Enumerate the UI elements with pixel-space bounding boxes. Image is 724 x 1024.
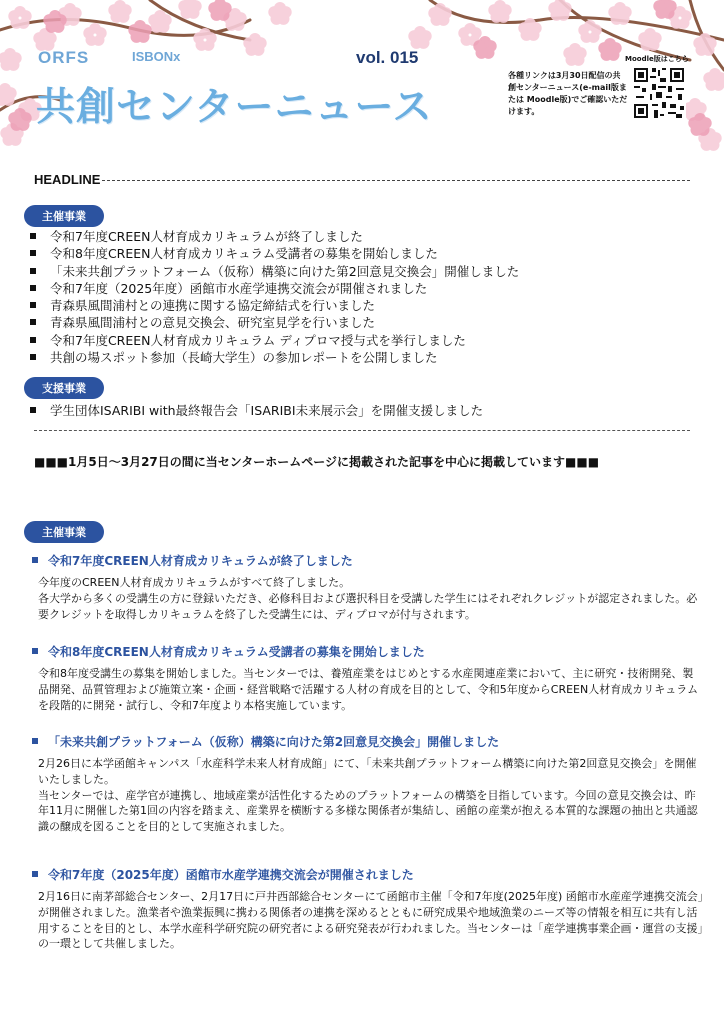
articles-pill: 主催事業	[24, 521, 104, 543]
headline-label: HEADLINE	[34, 172, 101, 187]
headline-item-text: 学生団体ISARIBI with最終報告会「ISARIBI未来展示会」を開催支援しました	[50, 403, 484, 418]
bullet-square-icon	[30, 319, 36, 325]
headline-item[interactable]	[30, 297, 519, 314]
headline-item[interactable]	[30, 314, 519, 331]
support-projects-pill: 支援事業	[24, 377, 104, 399]
article-title[interactable]: 「未来共創プラットフォーム（仮称）構築に向けた第2回意見交換会」開催しました	[32, 733, 704, 750]
section-divider	[34, 430, 690, 431]
headline-item-text: 令和7年度CREEN人材育成カリキュラム ディプロマ授与式を挙行しました	[50, 332, 466, 348]
headline-item[interactable]	[30, 245, 519, 262]
article-title[interactable]: 令和7年度（2025年度）函館市水産学連携交流会が開催されました	[32, 866, 704, 883]
newsletter-header	[0, 0, 724, 160]
bullet-square-icon	[30, 250, 36, 256]
bullet-square-icon	[30, 302, 36, 308]
headline-item-text: 青森県風間浦村との意見交換会、研究室見学を行いました	[50, 315, 376, 331]
links-note: 各種リンクは3月30日配信の共創センターニュース(e-mail版または Moodle版)でご確認いただけます。	[508, 71, 628, 116]
headline-item-text: 令和7年度CREEN人材育成カリキュラムが終了しました	[50, 229, 363, 244]
headline-item-text: 「未来共創プラットフォーム（仮称）構築に向けた第2回意見交換会」開催しました	[50, 263, 520, 279]
summary-line: ■■■1月5日～3月27日の間に当センターホームページに掲載された記事を中心に掲載しています■■■	[34, 455, 600, 469]
article-3	[32, 733, 704, 835]
newsletter-title: 共創センターニュース	[36, 85, 433, 130]
bullet-square-icon	[30, 337, 36, 343]
main-projects-pill: 主催事業	[24, 205, 104, 227]
article-body: 2月16日に南茅部総合センター、2月17日に戸井西部総合センターにて函館市主催「令和7年度(2025年度) 函館市水産産学連携交流会」が開催されました。漁業者や漁業振興に携わる関係者の連携を深めるとともに研究成果や地域漁業のニーズ等の情報を相互に共有し活用することを目的とし、本学水産科学研究院の研究者による研究発表が行われました。当センターは「産学連携事業企画・運営の支援」の一環として共催しました。	[38, 890, 704, 951]
headline-item-text: 令和7年度（2025年度）函館市水産学連携交流会が開催されました	[50, 280, 428, 296]
headline-divider	[102, 180, 690, 181]
bullet-square-icon	[30, 285, 36, 291]
main-projects-list	[30, 228, 519, 366]
headline-item-text: 共創の場スポット参加（長崎大学生）の参加レポートを公開しました	[50, 350, 438, 366]
headline-item-text: 青森県風間浦村との連携に関する協定締結式を行いました	[50, 298, 376, 314]
headline-item[interactable]	[30, 402, 483, 419]
rfs-logo: ORFS	[38, 48, 90, 67]
isbon-logo: ISBONx	[132, 49, 181, 64]
qr-label: Moodle版はこちら	[625, 55, 689, 63]
bullet-square-icon	[30, 354, 36, 360]
article-title[interactable]: 令和7年度CREEN人材育成カリキュラムが終了しました	[32, 552, 704, 569]
headline-item[interactable]	[30, 263, 519, 280]
headline-item[interactable]	[30, 349, 519, 366]
bullet-square-icon	[30, 407, 36, 413]
headline-item[interactable]	[30, 332, 519, 349]
headline-item[interactable]	[30, 228, 519, 245]
article-title[interactable]: 令和8年度CREEN人材育成カリキュラム受講者の募集を開始しました	[32, 643, 704, 660]
bullet-square-icon	[30, 268, 36, 274]
qr-code-icon[interactable]	[632, 66, 686, 120]
bullet-square-icon	[30, 233, 36, 239]
article-2	[32, 643, 704, 713]
article-4	[32, 866, 704, 952]
volume-number: vol. 015	[356, 48, 419, 67]
bullet-square-icon	[32, 738, 38, 744]
bullet-square-icon	[32, 871, 38, 877]
article-body: 2月26日に本学函館キャンパス「水産科学未来人材育成館」にて、「未来共創プラットフォーム構築に向けた第2回意見交換会」を開催いたしました。 当センターでは、産学官が連携し、地域産業が活性化するためのプラットフォームの構築を目指しています。今回の意見交換会は、昨年11月に開催した第1回の内容を踏まえ、産業界を横断する多様な関係者が集結し、函館の産業が抱える本質的な課題の抽出と共通認識の醸成を図ることを目的として実施されました。	[38, 757, 698, 834]
article-body: 今年度のCREEN人材育成カリキュラムがすべて終了しました。 各大学から多くの受講生の方に登録いただき、必修科目および選択科目を受講した学生にはそれぞれクレジットが認定されました。必要クレジットを取得しカリキュラムを終了した受講生には、ディプロマが付与されます。	[38, 576, 698, 621]
headline-row	[34, 172, 690, 187]
bullet-square-icon	[32, 648, 38, 654]
support-projects-list	[30, 402, 483, 419]
article-1	[32, 552, 704, 622]
article-body: 令和8年度受講生の募集を開始しました。当センターでは、養殖産業をはじめとする水産関連産業において、主に研究・技術開発、製品開発、品質管理および施策立案・企画・経営戦略で活躍する人材の育成を目的として、令和5年度からCREEN人材育成カリキュラムを段階的に開発・試行し、令和7年度より本格実施しています。	[38, 667, 699, 712]
headline-item[interactable]	[30, 280, 519, 297]
bullet-square-icon	[32, 557, 38, 563]
headline-item-text: 令和8年度CREEN人材育成カリキュラム受講者の募集を開始しました	[50, 246, 438, 262]
